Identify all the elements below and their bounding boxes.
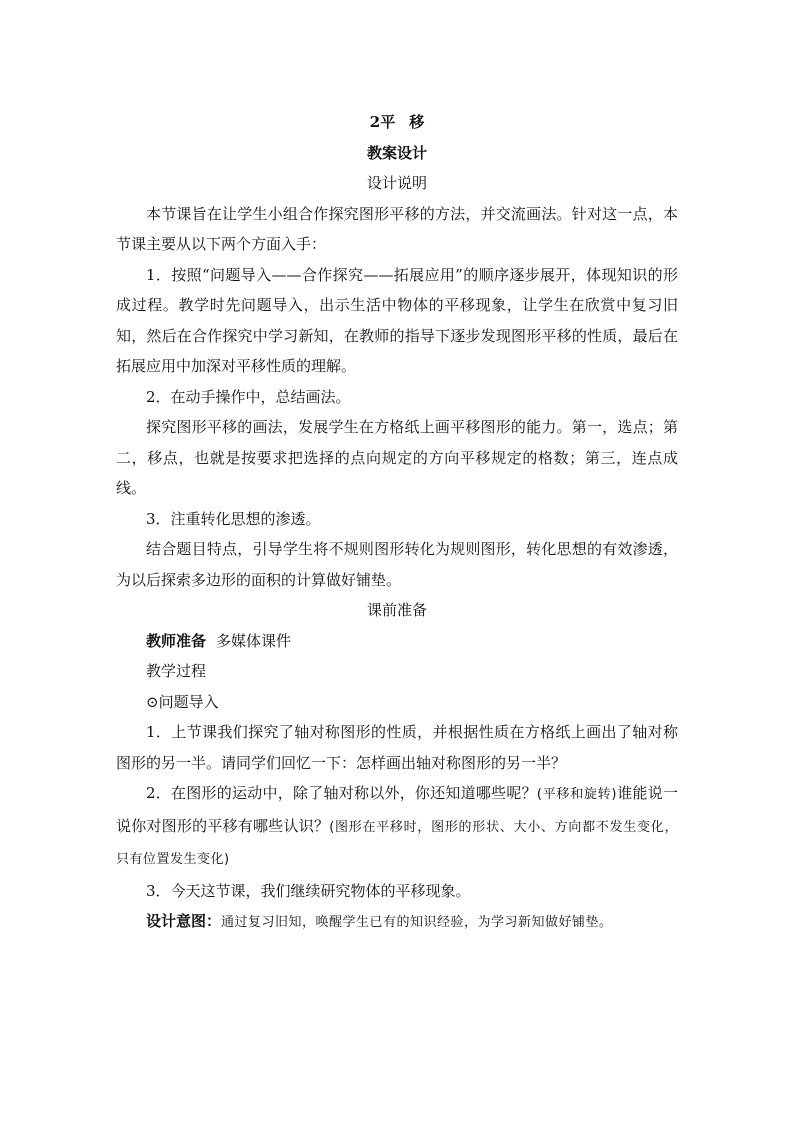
lesson-title-second: 移: [409, 113, 425, 131]
process-heading: 教学过程: [146, 662, 207, 680]
question-1: 1．上节课我们探究了轴对称图形的性质，并根据性质在方格纸上画出了轴对称图形的另一半。请同学们回忆一下：怎样画出轴对称图形的另一半？: [116, 723, 678, 772]
question-3: 3．今天这节课，我们继续研究物体的平移现象。: [146, 881, 471, 900]
point-2: 2．在动手操作中，总结画法。: [146, 387, 351, 406]
point-3-detail: 结合题目特点，引导学生将不规则图形转化为规则图形，转化思想的有效渗透，为以后探索多边形的面积的计算做好铺垫。: [116, 540, 678, 589]
design-intent-text: 通过复习旧知，唤醒学生已有的知识经验，为学习新知做好铺垫。: [221, 915, 613, 930]
point-2-detail: 探究图形平移的画法，发展学生在方格纸上画平移图形的能力。第一，选点；第二，移点，也就是按要求把选择的点向规定的方向平移规定的格数；第三，连点成线。: [116, 418, 678, 497]
prep-line: [116, 626, 678, 657]
lesson-number: 2: [369, 113, 381, 131]
design-intent-label: 设计意图：: [146, 912, 222, 930]
section-heading: ⊙问题导入: [146, 692, 219, 711]
question-2-answer-2: (图形在平移时，图形的形状、大小、方向都不发生变化，只有位置发生变化): [116, 819, 678, 867]
question-2-answer: (平移和旋转): [536, 787, 617, 802]
lesson-title: [116, 107, 678, 138]
point-1: 1．按照“问题导入——合作探究——拓展应用”的顺序逐步展开，体现知识的形成过程。教学时先问题导入，出示生活中物体的平移现象，让学生在欣赏中复习旧知，然后在合作探究中学习新知，在教师的指导下逐步发现图形平移的性质，最后在拓展应用中加深对平移性质的理解。: [116, 265, 678, 375]
design-notes-heading: 设计说明: [366, 174, 427, 192]
lesson-title-first: 平: [380, 113, 396, 131]
prep-label: 教师准备: [146, 631, 207, 650]
document-body: [116, 107, 678, 939]
point-3: 3．注重转化思想的渗透。: [146, 509, 321, 528]
question-2-text: 2．在图形的运动中，除了轴对称以外，你还知道哪些呢？: [146, 784, 537, 802]
main-heading: 教案设计: [366, 143, 427, 162]
prep-value: 多媒体课件: [216, 631, 292, 650]
design-intent: [116, 906, 678, 939]
question-2: [116, 778, 678, 876]
question-2-text-2: 谁能说一说你对图形的平移有哪些认识？: [116, 784, 678, 835]
intro-paragraph: 本节课旨在让学生小组合作探究图形平移的方法，并交流画法。针对这一点，本节课主要从以下两个方面入手：: [116, 204, 678, 253]
prep-heading: 课前准备: [366, 601, 427, 619]
